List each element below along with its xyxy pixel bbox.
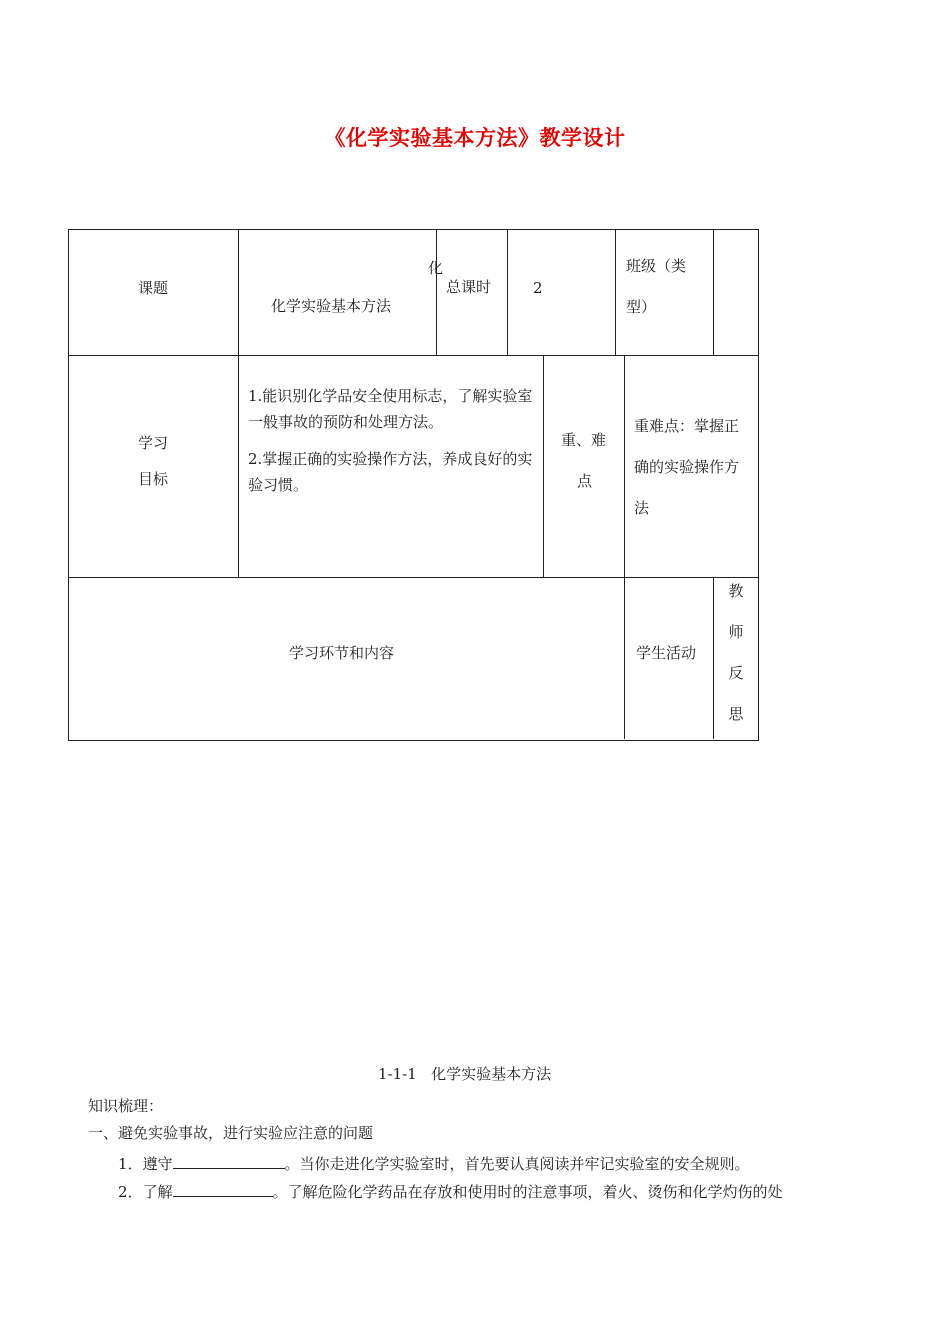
key-points-label-line1: 重、难 <box>561 431 607 449</box>
course-value: 化学实验基本方法 <box>271 297 392 315</box>
teacher-reflection-char: 思 <box>728 705 744 723</box>
teacher-reflection-char: 教 <box>728 582 744 600</box>
knowledge-label: 知识梳理： <box>88 1097 164 1115</box>
col-divider <box>238 355 239 577</box>
objectives-text-2: 2.掌握正确的实验操作方法，养成良好的实验习惯。 <box>248 450 533 494</box>
col-divider <box>436 229 437 355</box>
objectives-text-1: 1.能识别化学品安全使用标志，了解实验室一般事故的预防和处理方法。 <box>248 387 533 431</box>
class-type-label-line2: 型） <box>626 298 657 316</box>
col-divider <box>713 577 714 739</box>
item-1-blank[interactable] <box>173 1151 285 1169</box>
col-divider <box>543 355 544 577</box>
class-type-label-line1: 班级（类 <box>626 257 687 275</box>
total-hours-label: 总课时 <box>446 278 492 296</box>
key-points-text: 重难点：掌握正确的实验操作方法 <box>634 417 740 517</box>
teacher-reflection-char: 师 <box>728 623 744 641</box>
objectives-label-line2: 目标 <box>138 470 169 488</box>
document-title: 《化学实验基本方法》教学设计 <box>324 126 626 150</box>
item-2-blank[interactable] <box>173 1179 273 1197</box>
col-divider <box>713 229 714 355</box>
teacher-reflection-char: 反 <box>728 664 744 682</box>
item-1-prefix: 1．遵守 <box>118 1155 173 1173</box>
item-2-prefix: 2．了解 <box>118 1183 173 1201</box>
course-label: 课题 <box>138 279 169 297</box>
course-value-fragment: 化 <box>428 259 444 277</box>
row-divider <box>68 577 758 578</box>
item-2 <box>118 1179 783 1202</box>
item-2-suffix: 。了解危险化学药品在存放和使用时的注意事项，着火、烫伤和化学灼伤的处 <box>272 1183 783 1201</box>
col-divider <box>507 229 508 355</box>
item-1 <box>118 1151 750 1174</box>
section-heading: 1-1-1 化学实验基本方法 <box>378 1065 552 1083</box>
row-divider <box>68 355 758 356</box>
col-divider <box>615 229 616 355</box>
col-divider <box>624 355 625 577</box>
col-divider <box>624 577 625 739</box>
part-one-heading: 一、避免实验事故，进行实验应注意的问题 <box>88 1124 374 1142</box>
total-hours-value: 2 <box>533 279 543 297</box>
objectives-label-line1: 学习 <box>138 434 169 452</box>
content-label: 学习环节和内容 <box>289 644 395 662</box>
student-activity-label: 学生活动 <box>636 644 697 662</box>
item-1-suffix: 。当你走进化学实验室时，首先要认真阅读并牢记实验室的安全规则。 <box>284 1155 750 1173</box>
key-points-label-line2: 点 <box>577 472 593 490</box>
col-divider <box>238 229 239 355</box>
